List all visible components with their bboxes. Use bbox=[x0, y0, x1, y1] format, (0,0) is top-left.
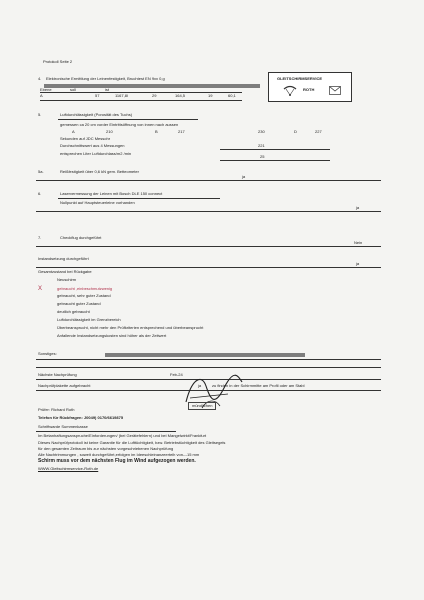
page-label: Protokoll Seite 2 bbox=[43, 59, 73, 64]
sticker-value: ja bbox=[198, 383, 202, 388]
sonstiges-label: Sonstiges: bbox=[38, 351, 57, 356]
sticker-note: zu finden in der Schirmmitte am Profil oder am Stabl bbox=[212, 383, 305, 388]
section-5a-number: 5a. bbox=[38, 169, 44, 174]
next-inspection-label: Nächste Nachprüfung bbox=[38, 372, 77, 377]
lpm-value: 25 bbox=[260, 154, 265, 159]
table-row-label: Ebene bbox=[40, 87, 52, 92]
section-5a-title: Reißfestigkeit über 0,6 kN gem. Betteometer bbox=[60, 169, 139, 174]
section-6-title: Laservermessung der Leinen mit Bosch DLE 150 connect bbox=[60, 191, 163, 196]
signature-note: Schriftwarde Summenkasse bbox=[38, 424, 88, 429]
condition-item: gebraucht guter Zustand bbox=[57, 301, 101, 306]
section-5-number: 5. bbox=[38, 112, 42, 117]
paraglider-icon bbox=[283, 85, 297, 97]
section-rule bbox=[36, 180, 381, 181]
section-7-number: 7. bbox=[38, 235, 42, 240]
disclaimer-2: für den gesamten Zeitraum bis zur nächsten vorgeschriebenen Nachprüfung bbox=[38, 446, 174, 451]
legal-small: Im Betanhaftungsanspruche/Einforderungen/ (bei Gerätefehlern) und bei Mangelwirkt/Frankfurt bbox=[38, 433, 207, 438]
table-header-ist: ist bbox=[105, 87, 109, 92]
condition-item: gebraucht, sehr guter Zustand bbox=[57, 293, 111, 298]
value-cell: 164,5 bbox=[175, 93, 186, 98]
section-6-number: 6. bbox=[38, 191, 42, 196]
lpm-label: entsprechen Liter Luftdurchlass/m2 /min bbox=[60, 151, 132, 156]
section-6-value: ja bbox=[356, 205, 360, 210]
examiner-name: Prüfer: Richard Roth bbox=[38, 407, 75, 412]
label-a: A bbox=[72, 129, 75, 134]
section-6-line: Nullpunkt auf Hauptsteuerleine vorhanden bbox=[60, 200, 135, 205]
company-logo bbox=[268, 72, 352, 102]
value-cell: 1167,8l bbox=[115, 93, 128, 98]
condition-item-selected: gebraucht ,einbeschmutzwenig bbox=[57, 286, 113, 291]
condition-item: Anfallende Instandsetzungskosten sind höher als der Zeitwert bbox=[57, 333, 167, 338]
section-rule bbox=[36, 246, 381, 247]
condition-title: Gesamtzustand bei Rückgabe bbox=[38, 269, 92, 274]
label-b: B bbox=[155, 129, 158, 134]
condition-item: deutlich gebraucht bbox=[57, 309, 90, 314]
table-row-num: A bbox=[40, 93, 43, 98]
website-link[interactable]: WWW.Gleitschirmservice-Roth.de bbox=[38, 466, 99, 471]
unit-note: Sekunden auf JDC Messohr bbox=[60, 136, 111, 141]
warning-text: Schirm muss vor dem nächsten Flug im Wind aufgezogen werden. bbox=[38, 458, 196, 464]
condition-mark: X bbox=[38, 286, 43, 292]
envelope-icon bbox=[329, 86, 341, 95]
examiner-phone: Telefon für Rückfragen: J0049) 0170/6619875 bbox=[38, 415, 124, 420]
table-rule bbox=[40, 100, 242, 101]
logo-line1: GLEITSCHIRMSERVICE bbox=[277, 76, 323, 81]
section-rule bbox=[36, 211, 381, 212]
section-7-value: Nein bbox=[354, 240, 363, 245]
condition-item: Neuschirm bbox=[57, 277, 77, 282]
value-cell: 19 bbox=[208, 93, 213, 98]
footer-rule bbox=[36, 431, 176, 432]
section-rule bbox=[36, 267, 381, 268]
section-4-title: Elektronische Ermittlung der Leinenfestigkeit, Bruchtest EN 9xx 0,g bbox=[46, 76, 165, 81]
measure-d: 227 bbox=[315, 129, 322, 134]
porosity-method: gemessen ca 20 cm vorder Eintrittsöffnung von innen nach aussen bbox=[60, 122, 179, 127]
section-7-title: Checkflug durchgeführt bbox=[60, 235, 102, 240]
stamp: mündlichen bbox=[188, 402, 216, 410]
average-label: Durchschnittswert aus 4 Messungen bbox=[60, 143, 125, 148]
disclaimer-3: Alle Nachtrimmungen , soweit durchgeführt,erfolgen im Ideeschleinanzeerteih von---15 mm bbox=[38, 452, 200, 457]
value-cell: 57 bbox=[95, 93, 100, 98]
next-inspection-value: Feb-24 bbox=[170, 372, 183, 377]
section-rule bbox=[58, 198, 220, 199]
logo-line2: ROTH bbox=[303, 87, 315, 92]
section-rule bbox=[36, 359, 381, 360]
condition-item: Überbeansprucht, nicht mehr den Prüfkriterien entsprechend und überbeansprucht bbox=[57, 325, 204, 330]
table-header-soll: soll bbox=[70, 87, 77, 92]
sticker-label: Nachprüfplakette aufgebracht bbox=[38, 383, 91, 388]
repair-value: ja bbox=[356, 261, 360, 266]
condition-item: Luftdurchlässigkeit im Grenzbereich bbox=[57, 317, 121, 322]
section-5a-value: ja bbox=[242, 174, 246, 179]
value-cell: 60,1 bbox=[228, 93, 236, 98]
disclaimer-1: Dieses Nachprüfprotokoll ist keine Garantie für die Lufttüchtigkeit, bzw. Betriebstüchtigkeit des Gleitsegels bbox=[38, 440, 226, 445]
redaction-bar bbox=[44, 84, 260, 88]
measure-a: 210 bbox=[106, 129, 113, 134]
measure-c: 230 bbox=[258, 129, 265, 134]
field-rule bbox=[220, 160, 330, 161]
measure-b: 217 bbox=[178, 129, 185, 134]
field-rule bbox=[220, 149, 330, 150]
section-rule bbox=[58, 119, 198, 120]
average-value: 221 bbox=[258, 143, 265, 148]
section-4-number: 4. bbox=[38, 76, 42, 81]
section-5-title: Luftdurchlässigkeit (Porosität des Tuchs) bbox=[60, 112, 133, 117]
value-cell: 29 bbox=[152, 93, 157, 98]
label-d: D bbox=[294, 129, 297, 134]
redaction-bar bbox=[105, 353, 305, 357]
repair-label: Instandsetzung durchgeführt bbox=[38, 256, 89, 261]
